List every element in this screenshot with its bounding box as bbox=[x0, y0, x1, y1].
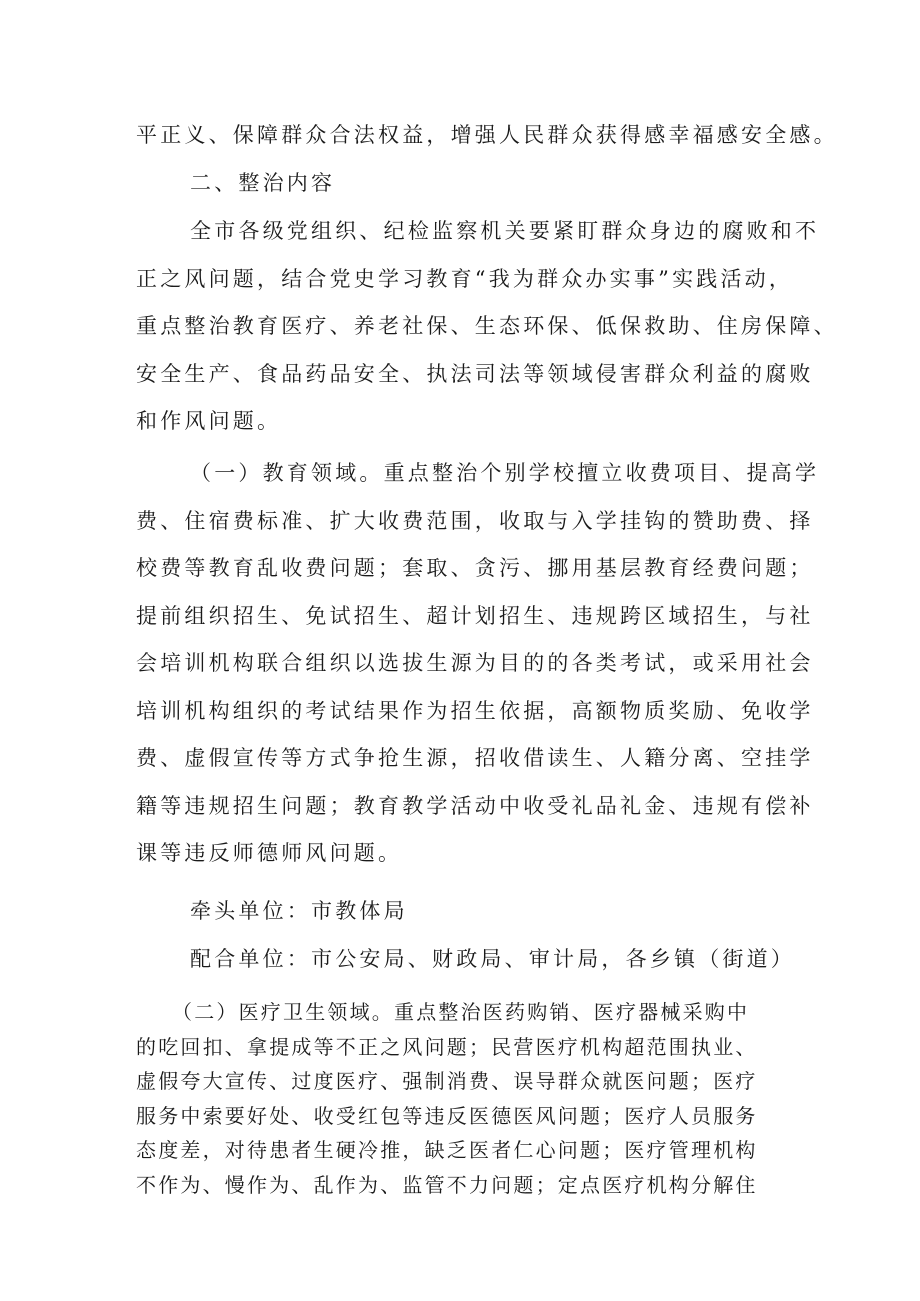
text-line: 课等违反师德师风问题。 bbox=[136, 841, 403, 865]
text-line: 全市各级党组织、纪检监察机关要紧盯群众身边的腐败和不 bbox=[190, 219, 820, 243]
paragraph-intro-tail bbox=[136, 112, 838, 160]
text-line: 培训机构组织的考试结果作为招生依据，高额物质奖励、免收学 bbox=[136, 698, 814, 723]
text-line: 虚假夸大宣传、过度医疗、强制消费、误导群众就医问题；医疗 bbox=[136, 1069, 758, 1094]
text-line: 配合单位：市公安局、财政局、审计局，各乡镇（街道） bbox=[190, 947, 795, 971]
paragraph-overview bbox=[136, 208, 838, 446]
text-line: （二）医疗卫生领域。重点整治医药购销、医疗器械采购中 bbox=[172, 1000, 750, 1024]
text-line: 的吃回扣、拿提成等不正之风问题；民营医疗机构超范围执业、 bbox=[136, 1034, 758, 1059]
text-line: 重点整治教育医疗、养老社保、生态环保、低保救助、住房保障、 bbox=[136, 314, 838, 338]
text-line: 不作为、慢作为、乱作为、监管不力问题；定点医疗机构分解住 bbox=[136, 1172, 758, 1197]
section-heading bbox=[136, 160, 816, 208]
text-line: 会培训机构联合组织以选拔生源为目的的各类考试，或采用社会 bbox=[136, 651, 814, 675]
text-line: 牵头单位：市教体局 bbox=[190, 899, 408, 923]
text-line: 服务中索要好处、收受红包等违反医德医风问题；医疗人员服务 bbox=[136, 1103, 758, 1128]
text-line: 态度差，对待患者生硬冷推，缺乏医者仁心问题；医疗管理机构 bbox=[136, 1138, 758, 1163]
text-line: 平正义、保障群众合法权益，增强人民群众获得感幸福感安全感。 bbox=[136, 123, 838, 147]
text-line: 籍等违规招生问题；教育教学活动中收受礼品礼金、违规有偿补 bbox=[136, 793, 814, 818]
heading-text: 二、整治内容 bbox=[190, 171, 336, 195]
text-line: 正之风问题，结合党史学习教育“我为群众办实事”实践活动， bbox=[136, 266, 794, 291]
text-line: 和作风问题。 bbox=[136, 409, 282, 433]
text-line: 安全生产、食品药品安全、执法司法等领域侵害群众利益的腐败 bbox=[136, 361, 814, 386]
paragraph-education bbox=[136, 450, 820, 878]
text-line: 校费等教育乱收费问题；套取、贪污、挪用基层教育经费问题； bbox=[136, 556, 814, 580]
lead-unit bbox=[136, 888, 816, 936]
paragraph-medical bbox=[136, 995, 816, 1203]
cooperating-units bbox=[136, 936, 816, 984]
text-line: 费、住宿费标准、扩大收费范围，收取与入学挂钩的赞助费、择 bbox=[136, 508, 814, 533]
text-line: 费、虚假宣传等方式争抢生源，招收借读生、人籍分离、空挂学 bbox=[136, 746, 814, 770]
text-line: （一）教育领域。重点整治个别学校擅立收费项目、提高学 bbox=[190, 461, 820, 485]
text-line: 提前组织招生、免试招生、超计划招生、违规跨区域招生，与社 bbox=[136, 603, 814, 628]
